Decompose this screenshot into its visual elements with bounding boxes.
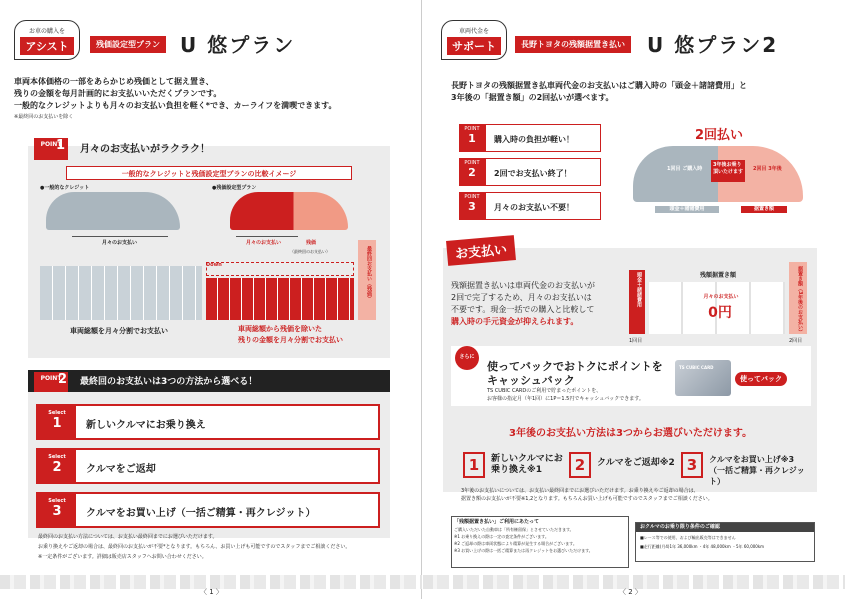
choice-number: 3 [681, 452, 703, 478]
select-label: Select [48, 454, 66, 460]
bracket-line [236, 236, 298, 237]
select-text: クルマをお買い上げ（一括ご精算・再クレジット） [86, 508, 316, 519]
point-badge [459, 158, 485, 186]
cb-text: TS CUBIC CARDのご利用で貯まったポイントを、 [487, 388, 602, 394]
terms-line: ※2 ご返却の際は車両状態により精算が発生する場合がございます。 [454, 541, 577, 546]
badge-main-text: サポート [447, 37, 501, 55]
point-badge [459, 192, 485, 220]
sarani-badge: さらに [455, 346, 479, 370]
choice-number: 1 [463, 452, 485, 478]
choice-text: クルマをご返却※2 [597, 458, 675, 468]
footnote: お乗り換えやご返却の場合は、最終回のお支払いが不要*となります。もちろん、お買い上げも可能ですのでスタッフまでご相談ください。 [38, 544, 351, 550]
choice-text: クルマをお買い上げ※3（一括ご精算・再クレジット） [709, 455, 805, 486]
point-text: 2回でお支払い終了！ [485, 158, 601, 186]
grey-bars [40, 266, 202, 320]
two-pay-heading: 2回払い [695, 128, 744, 143]
grey-car-image [46, 192, 180, 230]
point1-number: 1 [56, 138, 66, 153]
select-number: 3 [52, 504, 62, 519]
chart-second: 2回目 [789, 338, 803, 344]
pay-text-emphasis: 購入時の手元資金が抑えられます。 [451, 317, 579, 326]
point-label: POINT [40, 375, 62, 382]
point-text: 月々のお支払い不要！ [485, 192, 601, 220]
compare-title: 一般的なクレジットと残価設定型プランの比較イメージ [66, 166, 352, 180]
point-badge [459, 124, 485, 152]
page-number: 〈 2 〉 [619, 588, 642, 596]
chart-head: 残額据置き額 [699, 272, 736, 279]
car-second-label: 2回目 3年後 [753, 166, 782, 172]
chart-right-label: 据置き額（3年後のお支払い） [797, 266, 803, 335]
select-badge [38, 450, 76, 482]
pay-text: 不要です。現金一括での購入と比較して [451, 305, 595, 314]
chart-mid-value: 0円 [708, 305, 732, 321]
point-label: POINT [464, 160, 480, 166]
page-title: U 悠プラン [180, 33, 296, 57]
point2-number: 2 [58, 372, 68, 387]
left-monthly: 月々のお支払い [102, 240, 138, 246]
limit-line: ■レース等での使用、および輸出販売等はできません [640, 535, 736, 540]
assist-badge [14, 20, 80, 60]
right-caption: 車両総額から残価を除いた [238, 325, 322, 333]
intro-line: 残りの金額を毎月計画的にお支払いいただくプランです。 [14, 89, 222, 98]
point-text: 購入時の負担が軽い！ [485, 124, 601, 152]
left-label: ●一般的なクレジット [40, 185, 90, 191]
page-2 [423, 0, 845, 599]
residual-label: 残価 [306, 240, 317, 246]
cb-logo: 使ってバック [735, 372, 787, 386]
intro-line: 一般的なクレジットよりも月々のお支払い負担を軽く*でき、カーライフを満喫できます。 [14, 101, 337, 110]
cb-title: 使ってバックでおトクにポイントを [487, 360, 663, 373]
badge-small-text: お車の購入を [28, 28, 65, 35]
point-label: POINT [40, 141, 62, 148]
terms-title: 「残額据置き払い」ご利用にあたって [454, 519, 540, 525]
red-bars [206, 278, 354, 320]
limit-box [635, 522, 815, 562]
cap-left: 頭金＋諸諸費用 [655, 206, 719, 213]
cap-right: 据置き額 [741, 206, 787, 213]
intro-line: 長野トヨタの残額据置き払車両代金のお支払いはご購入時の「頭金＋諸諸費用」と [451, 81, 747, 90]
chart-left-label: 頭金＋諸諸費用 [636, 272, 642, 307]
terms-box [451, 516, 629, 568]
choice-item [463, 452, 573, 478]
page-title: U 悠プラン2 [647, 33, 779, 57]
point-number: 3 [468, 200, 476, 213]
right-label: ●残価設定型プラン [212, 185, 257, 191]
note: 据置き額のお支払いが不要※1,2となります。もちろんお買い上げも可能ですのでスタッフまでご相談ください。 [461, 496, 713, 502]
point2-title: 最終回のお支払いは3つの方法から選べる！ [28, 370, 390, 392]
footnote: 最終回のお支払い方法については、お支払い最終回までにお選びいただけます。 [38, 534, 218, 540]
page-number: 〈 1 〉 [200, 588, 223, 596]
chart-mid-label: 月々のお支払い [703, 294, 739, 300]
choice-item [569, 452, 675, 478]
pay-text: 2回で完了するため、月々のお支払いは [451, 293, 592, 302]
select-label: Select [48, 498, 66, 504]
vertical-residual-label: 最終回お支払い（残価） [366, 246, 372, 301]
select-text: クルマをご返却 [86, 464, 156, 475]
select-number: 2 [52, 460, 62, 475]
plan-tag: 長野トヨタの残額据置き払い [515, 36, 631, 53]
card-name: TS CUBIC CARD [679, 365, 714, 370]
dashed-area [206, 262, 354, 276]
choice-item [681, 452, 811, 486]
plan-tag: 残価設定型プラン [90, 36, 166, 53]
intro-line: 3年後の「据置き額」の2回払いが選べます。 [451, 93, 614, 102]
badge-small-text: 車両代金を [458, 28, 489, 35]
pay-text: 残額据置き払いは車両代金のお支払いが [451, 281, 595, 290]
point-label: POINT [464, 126, 480, 132]
payment-tag: お支払い [446, 235, 516, 266]
intro-line: 車両本体価格の一部をあらかじめ残価として据え置き、 [14, 77, 214, 86]
residual-sub: （最終回のお支払い） [290, 249, 330, 254]
terms-line: ※3 お買い上げの際は一括ご精算または再クレジットをお選びいただけます。 [454, 548, 593, 553]
terms-line: ご購入いただいた自動車は「所有権留保」とさせていただきます。 [454, 527, 574, 532]
page-1 [0, 0, 422, 599]
point-label: POINT [464, 194, 480, 200]
select-badge [38, 494, 76, 526]
choose-title: 3年後のお支払い方法は3つからお選びいただけます。 [509, 428, 753, 439]
footnote: ※一定条件がございます。詳細は販売店スタッフへお問い合わせください。 [38, 554, 207, 560]
point1-title: 月々のお支払いがラクラク！ [80, 144, 210, 155]
credit-card-image [675, 360, 731, 396]
select-badge [38, 406, 76, 438]
intro-note: ※最終回のお支払いを除く [14, 114, 74, 120]
point-number: 1 [468, 132, 476, 145]
select-number: 1 [52, 416, 62, 431]
down-label: Down [206, 262, 222, 268]
select-label: Select [48, 410, 66, 416]
badge-main-text: アシスト [20, 37, 73, 55]
left-caption: 車両総額を月々分割でお支払い [70, 327, 168, 335]
support-badge [441, 20, 507, 60]
select-option [36, 404, 380, 440]
chart-first: 1回目 [629, 338, 643, 344]
limit-title: おクルマのお乗り限り条件のご確認 [636, 523, 814, 532]
red-car-image [230, 192, 348, 230]
select-option [36, 448, 380, 484]
choice-number: 2 [569, 452, 591, 478]
car-first-label: 1回目 ご購入時 [667, 166, 703, 172]
cb-title: キャッシュバック [487, 374, 575, 387]
point-number: 2 [468, 166, 476, 179]
select-text: 新しいクルマにお乗り換え [86, 420, 206, 431]
bracket-line [72, 236, 168, 237]
limit-line: ■走行距離(月4)1年 36,000km ・4年 48,000km ・5年 60,000km [640, 544, 765, 549]
select-option [36, 492, 380, 528]
terms-line: ※1 お乗り換えの際は一定の査定条件がございます。 [454, 534, 549, 539]
car-arrow-label: 3年後お乗り頂いたけます [711, 160, 745, 182]
right-monthly: 月々のお支払い [246, 240, 282, 246]
note: 3年後のお支払いについては、お支払い最終回までにお選びいただけます。お乗り換えやご返却の場合は、 [461, 488, 699, 494]
choice-text: 新しいクルマにお乗り換え※1 [491, 454, 563, 475]
cb-text: お客様の指定月（年1回）に1P＝1.5円でキャッシュバックできます。 [487, 396, 644, 402]
right-caption: 残りの金額を月々分割でお支払い [238, 336, 343, 344]
